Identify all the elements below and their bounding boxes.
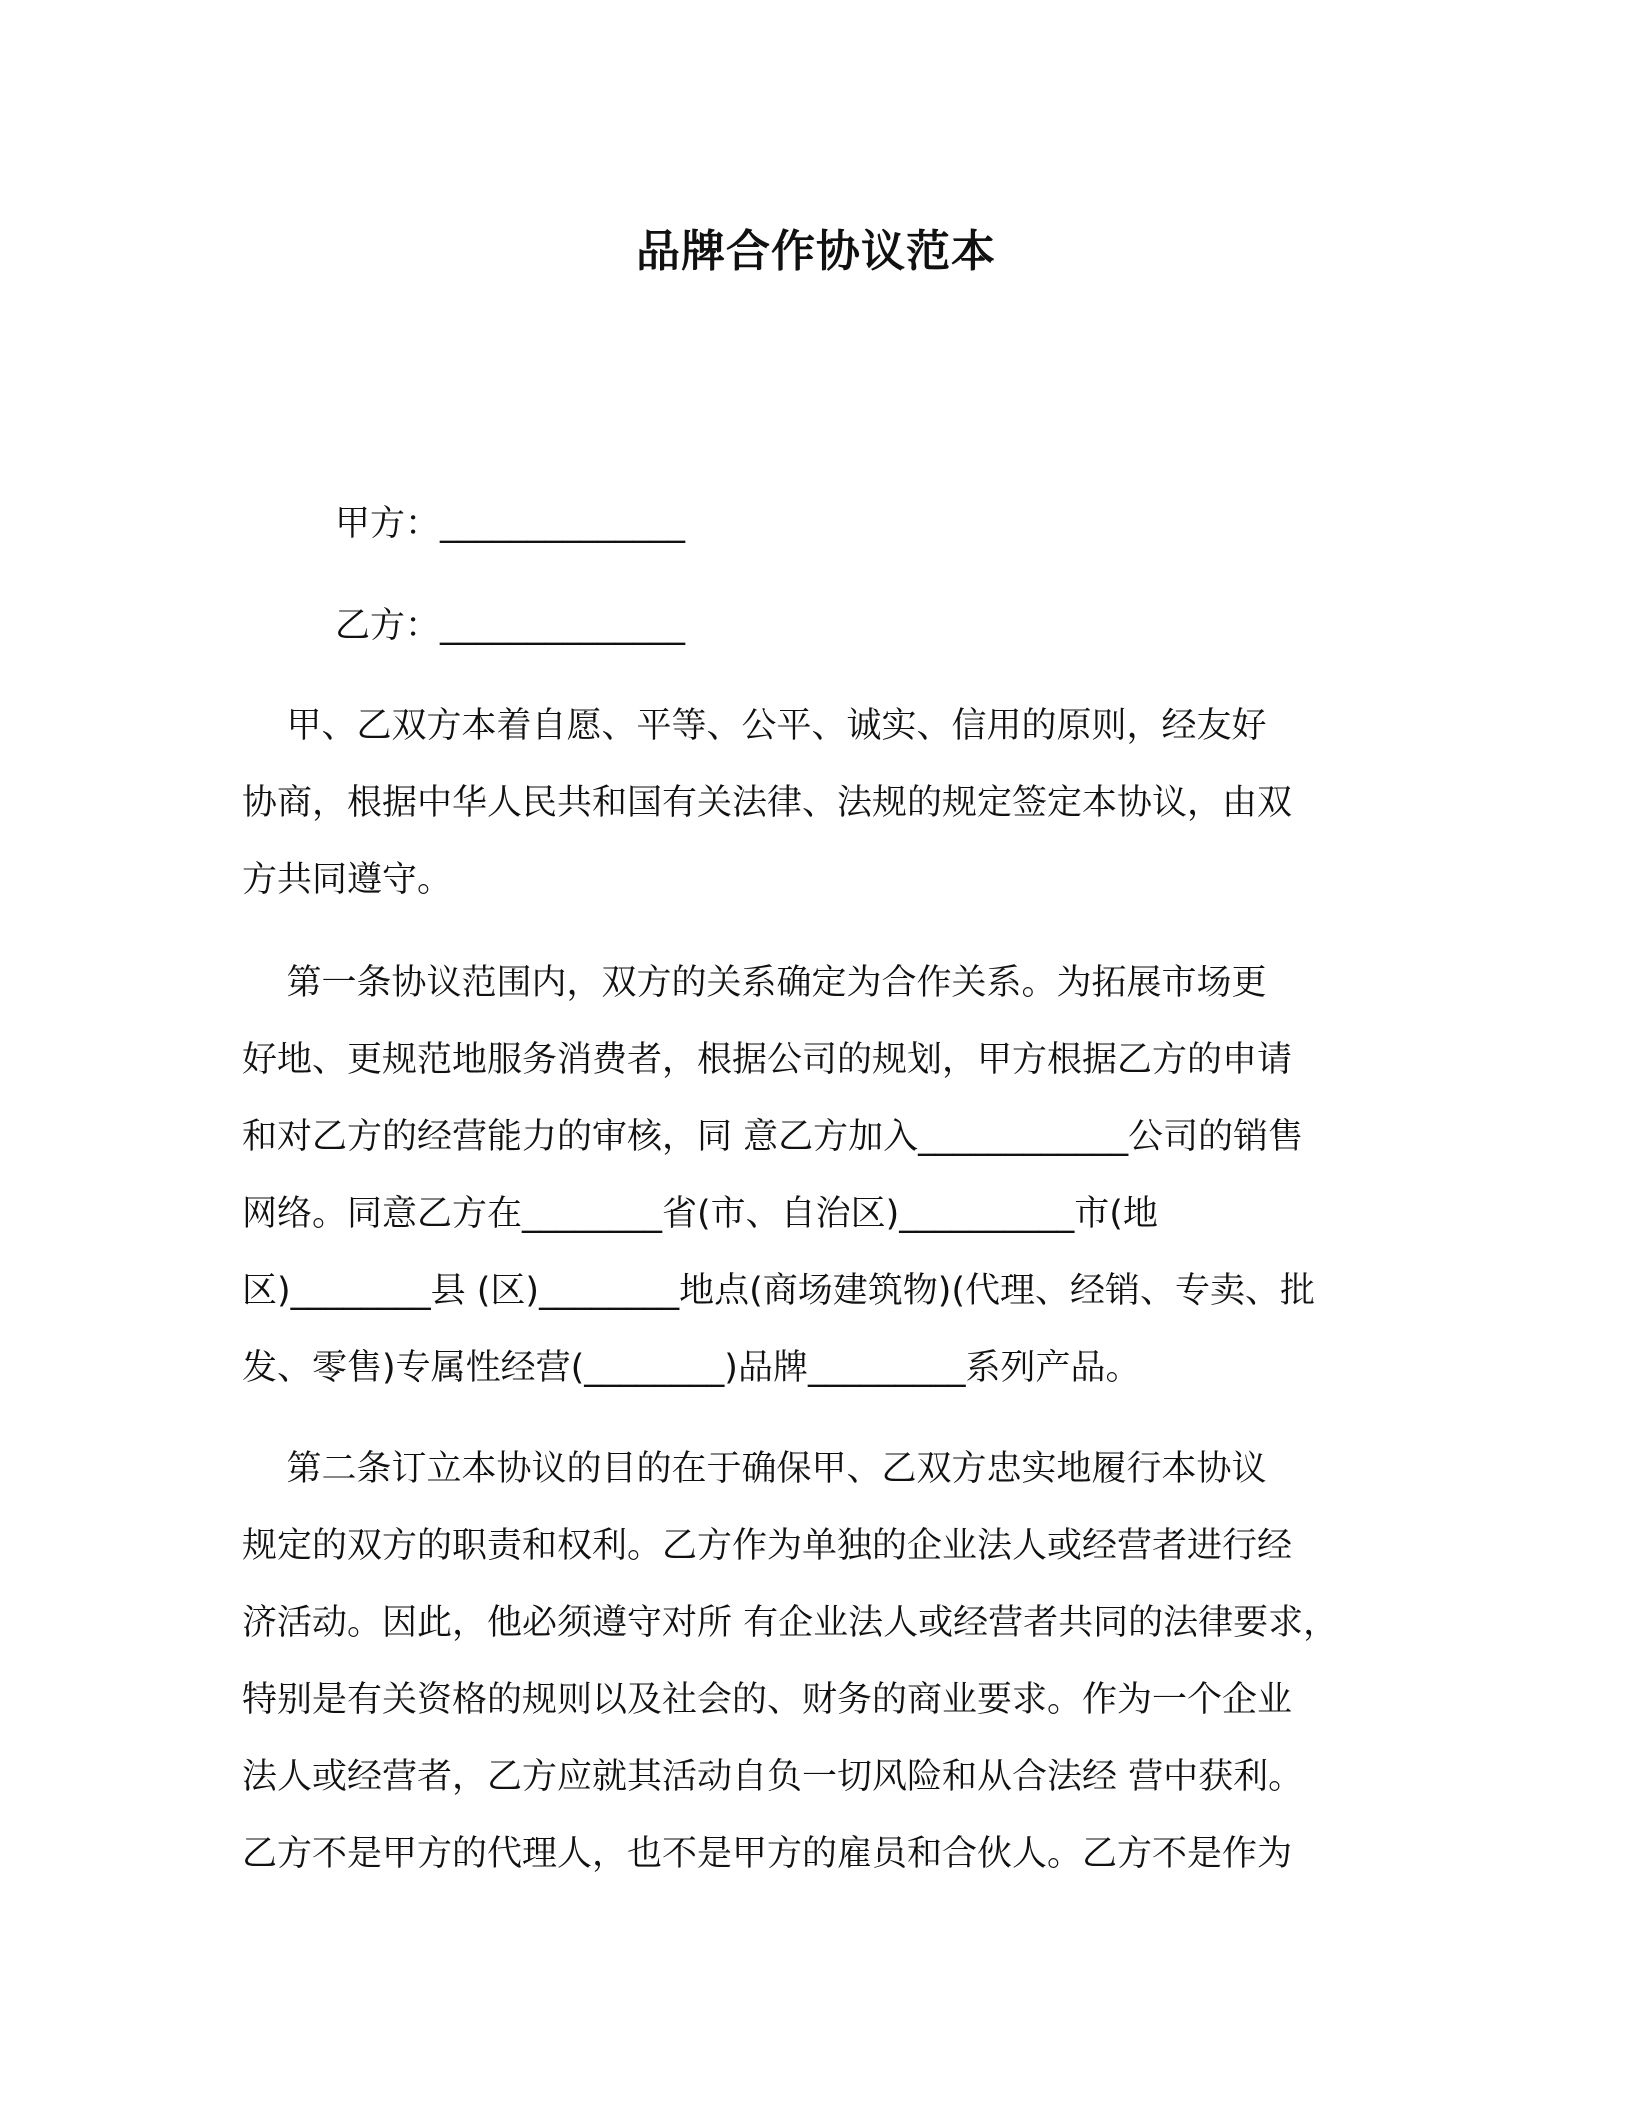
text-line: 甲、乙双方本着自愿、平等、公平、诚实、信用的原则，经友好 — [242, 706, 1267, 746]
paragraph-article-2 — [242, 1431, 1392, 1893]
paragraph-article-1 — [242, 945, 1392, 1407]
text-line: 第二条订立本协议的目的在于确保甲、乙双方忠实地履行本协议 — [242, 1449, 1267, 1489]
text-line: 济活动。因此，他必须遵守对所 有企业法人或经营者共同的法律要求， — [242, 1603, 1339, 1643]
party-a-line: 甲方：______________ — [335, 504, 686, 544]
text-line: 特别是有关资格的规则以及社会的、财务的商业要求。作为一个企业 — [242, 1680, 1293, 1720]
text-line: 法人或经营者，乙方应就其活动自负一切风险和从合法经 营中获利。 — [242, 1757, 1304, 1797]
document-title: 品牌合作协议范本 — [636, 226, 996, 277]
text-line: 发、零售)专属性经营(________)品牌_________系列产品。 — [242, 1348, 1141, 1388]
text-line: 协商，根据中华人民共和国有关法律、法规的规定签定本协议，由双 — [242, 783, 1293, 823]
text-line: 规定的双方的职责和权利。乙方作为单独的企业法人或经营者进行经 — [242, 1526, 1293, 1566]
text-line: 乙方不是甲方的代理人，也不是甲方的雇员和合伙人。乙方不是作为 — [242, 1834, 1293, 1874]
party-b-line: 乙方：______________ — [335, 606, 686, 646]
text-line: 方共同遵守。 — [242, 860, 453, 900]
text-line: 和对乙方的经营能力的审核，同 意乙方加入____________公司的销售 — [242, 1117, 1304, 1157]
text-line: 第一条协议范围内，双方的关系确定为合作关系。为拓展市场更 — [242, 963, 1267, 1003]
text-line: 网络。同意乙方在________省(市、自治区)__________市(地 — [242, 1194, 1158, 1234]
paragraph-preamble — [242, 688, 1392, 919]
text-line: 好地、更规范地服务消费者，根据公司的规划，甲方根据乙方的申请 — [242, 1040, 1293, 1080]
text-line: 区)________县 (区)________地点(商场建筑物)(代理、经销、专卖、批 — [242, 1271, 1316, 1311]
